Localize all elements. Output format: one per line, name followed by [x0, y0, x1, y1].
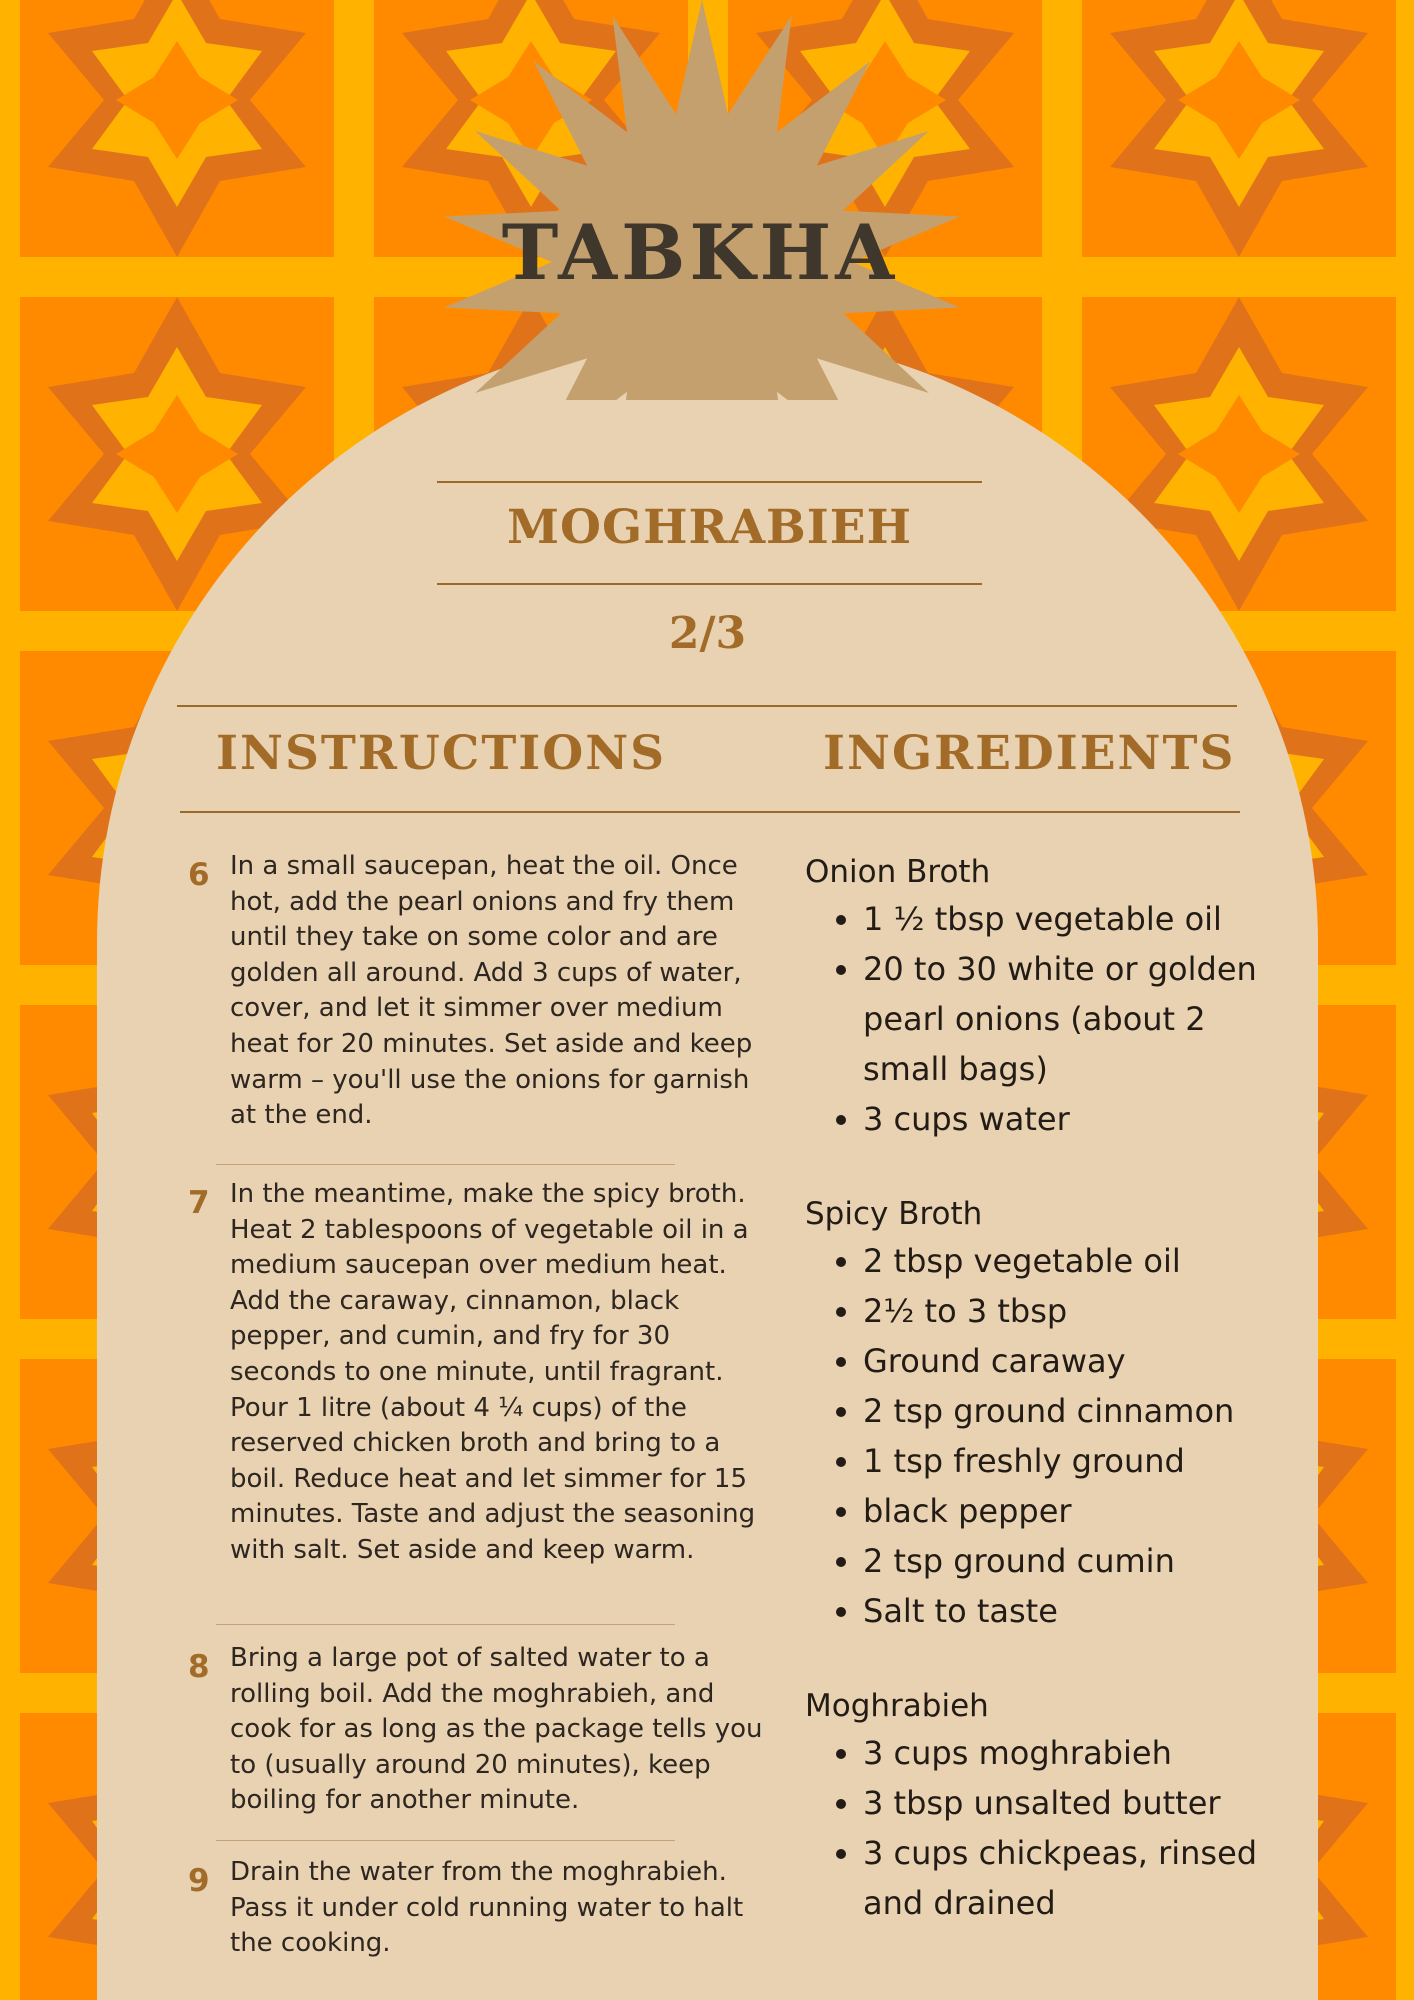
ingredient-item: • black pepper [863, 1486, 1285, 1536]
step-divider [216, 1624, 675, 1625]
step-number: 6 [188, 857, 210, 893]
section-bottom-rule [180, 811, 1240, 813]
title-top-rule [437, 481, 982, 483]
step-number: 7 [188, 1185, 210, 1221]
ingredient-item: • 3 tbsp unsalted butter [863, 1778, 1285, 1828]
ingredient-item: • 3 cups chickpeas, rinsed and drained [863, 1828, 1285, 1928]
ingredient-item: • 3 cups moghrabieh [863, 1728, 1285, 1778]
ingredient-item: • 1 tsp freshly ground [863, 1436, 1285, 1486]
title-bottom-rule [437, 583, 982, 585]
step-divider [216, 1164, 675, 1165]
ingredient-group-onion-broth [805, 850, 1285, 1144]
ingredient-item: • 2½ to 3 tbsp [863, 1286, 1285, 1336]
step-number: 8 [188, 1649, 210, 1685]
ingredient-items [805, 1236, 1285, 1636]
ingredient-item: • 3 cups water [863, 1094, 1285, 1144]
ingredient-item: • 2 tsp ground cumin [863, 1536, 1285, 1586]
step-text: Bring a large pot of salted water to a rolling boil. Add the moghrabieh, and cook for as long as the package tells you to (usually around 20 minutes), keep boiling for another minute. [230, 1643, 763, 1816]
step-text: Drain the water from the moghrabieh. Pass it under cold running water to halt the cooking. [230, 1857, 744, 1959]
ingredient-item: • 2 tsp ground cinnamon [863, 1386, 1285, 1436]
ingredient-group-title: Onion Broth [805, 854, 991, 890]
page-indicator: 2/3 [668, 608, 747, 659]
step-divider [216, 1840, 675, 1841]
ingredient-group-spicy-broth [805, 1192, 1285, 1636]
ingredient-items [805, 894, 1285, 1144]
ingredient-group-moghrabieh [805, 1684, 1285, 1928]
step-number: 9 [188, 1863, 210, 1899]
section-top-rule [177, 705, 1237, 707]
brand-title: TABKHA [501, 208, 899, 297]
ingredient-item: • 2 tbsp vegetable oil [863, 1236, 1285, 1286]
ingredient-items [805, 1728, 1285, 1928]
recipe-title: MOGHRABIEH [507, 500, 912, 555]
ingredients-list [805, 850, 1285, 1976]
ingredient-group-title: Moghrabieh [805, 1688, 989, 1724]
step-text: In the meantime, make the spicy broth. Heat 2 tablespoons of vegetable oil in a medium saucepan over medium heat. Add the caraway, cinnamon, black pepper, and cumin, and fry for 30 seconds to one minute, until fragrant. Pour 1 litre (about 4 ¼ cups) of the reserved chicken broth and bring to a boil. Reduce heat and let simmer for 15 minutes. Taste and adjust the seasoning with salt. Set aside and keep warm. [230, 1179, 756, 1565]
ingredient-item: • 20 to 30 white or golden pearl onions (about 2 small bags) [863, 944, 1285, 1094]
ingredient-item: • Salt to taste [863, 1586, 1285, 1636]
ingredient-item: • 1 ½ tbsp vegetable oil [863, 894, 1285, 944]
starburst-badge [390, 0, 1015, 400]
ingredients-heading: INGREDIENTS [823, 726, 1236, 781]
ingredient-item: • Ground caraway [863, 1336, 1285, 1386]
instructions-heading: INSTRUCTIONS [216, 726, 667, 781]
step-text: In a small saucepan, heat the oil. Once hot, add the pearl onions and fry them until they take on some color and are golden all around. Add 3 cups of water, cover, and let it simmer over medium heat for 20 minutes. Set aside and keep warm – you'll use the onions for garnish at the end. [230, 851, 753, 1131]
ingredient-group-title: Spicy Broth [805, 1196, 983, 1232]
